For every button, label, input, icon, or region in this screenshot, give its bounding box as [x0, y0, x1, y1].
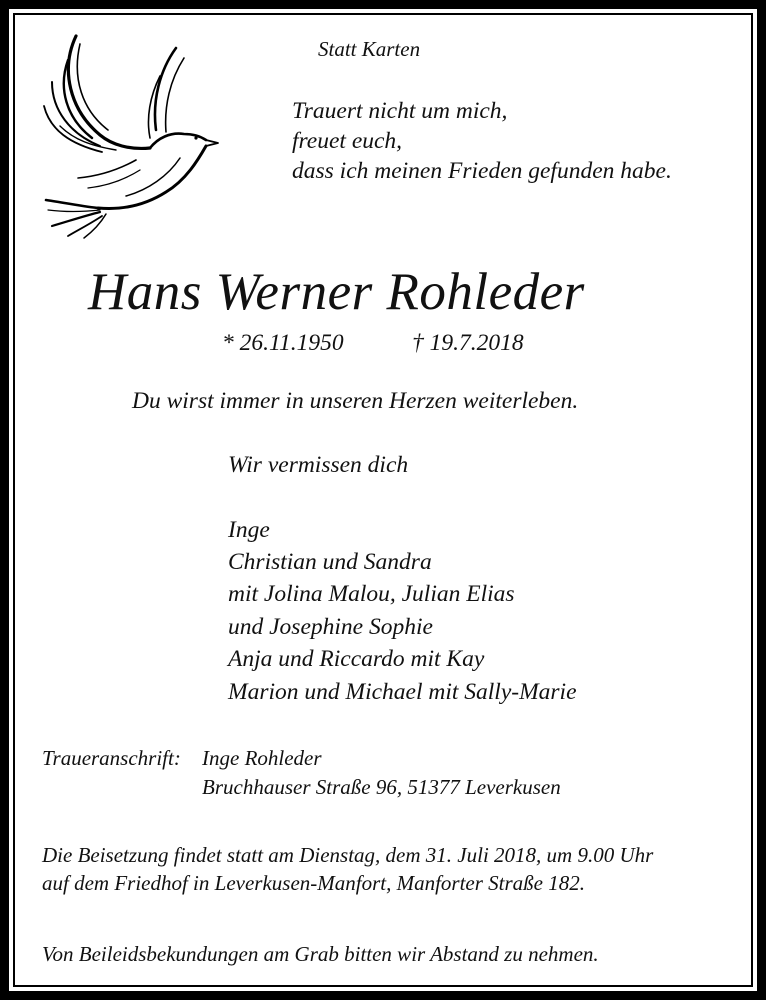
funeral-line-1: Die Beisetzung findet statt am Dienstag, dem 31. Juli 2018, um 9.00 Uhr: [42, 843, 654, 867]
mourner-line-5: Anja und Riccardo mit Kay: [228, 646, 485, 672]
mourner-line-6: Marion und Michael mit Sally-Marie: [228, 679, 577, 705]
poem-line-1: Trauert nicht um mich,: [292, 98, 508, 124]
funeral-line-2: auf dem Friedhof in Leverkusen-Manfort, Manforter Straße 182.: [42, 871, 586, 895]
mourner-line-4: und Josephine Sophie: [228, 614, 433, 640]
birth-date: * 26.11.1950: [222, 330, 344, 356]
address-label: Traueranschrift:: [42, 746, 181, 770]
dove-icon: [40, 30, 230, 240]
mourners-intro: Wir vermissen dich: [228, 452, 409, 478]
statt-karten: Statt Karten: [318, 37, 421, 61]
motto: Du wirst immer in unseren Herzen weiterleben.: [132, 388, 579, 414]
deceased-name: Hans Werner Rohleder: [88, 263, 585, 321]
mourner-line-1: Inge: [228, 517, 270, 543]
poem-line-2: freuet euch,: [292, 128, 403, 154]
death-date: † 19.7.2018: [412, 330, 524, 356]
mourner-line-2: Christian und Sandra: [228, 549, 432, 575]
address-street: Bruchhauser Straße 96, 51377 Leverkusen: [202, 775, 561, 799]
address-name: Inge Rohleder: [202, 746, 322, 770]
footer-note: Von Beileidsbekundungen am Grab bitten wir Abstand zu nehmen.: [42, 942, 599, 966]
poem-line-3: dass ich meinen Frieden gefunden habe.: [292, 158, 672, 184]
mourner-line-3: mit Jolina Malou, Julian Elias: [228, 581, 515, 607]
